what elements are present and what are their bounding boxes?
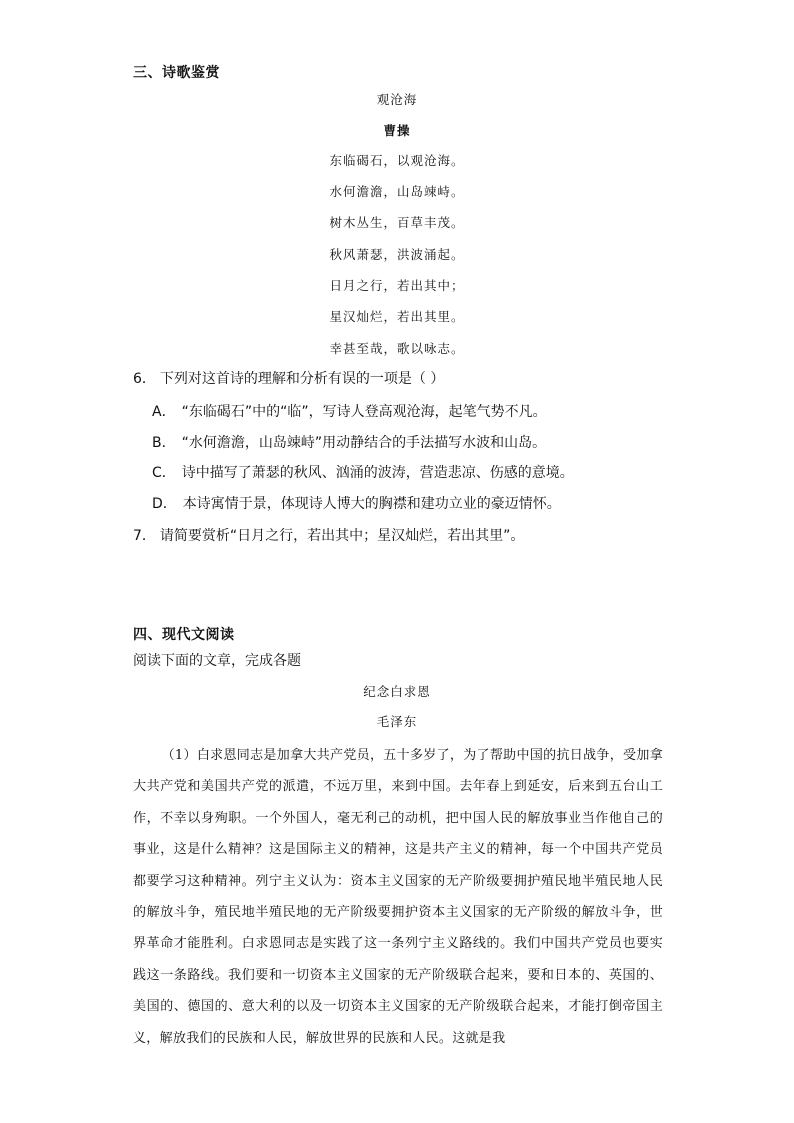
- poem-author: 曹操: [383, 123, 411, 138]
- poem-line: 星汉灿烂，若出其里。: [329, 309, 465, 324]
- option-letter: C．: [152, 465, 176, 481]
- poem-line: 秋风萧瑟，洪波涌起。: [329, 247, 465, 262]
- option-text: 诗中描写了萧瑟的秋风、汹涌的波涛，营造悲凉、伤感的意境。: [181, 465, 574, 481]
- option-letter: D．: [152, 496, 177, 512]
- question-6: [133, 368, 444, 388]
- poem-line: 东临碣石，以观沧海。: [329, 153, 465, 168]
- option-text: “东临碣石”中的“临”，写诗人登高观沧海，起笔气势不凡。: [181, 404, 547, 420]
- section-heading-reading: 四、现代文阅读: [133, 627, 235, 643]
- option-d: [152, 493, 561, 513]
- option-letter: A．: [152, 404, 176, 420]
- article-paragraph: （1）白求恩同志是加拿大共产党员，五十多岁了，为了帮助中国的抗日战争，受加拿大共产党和美国共产党的派遣，不远万里，来到中国。去年春上到延安，后来到五台山工作，不幸以身殉职。一个外国人，毫无利己的动机，把中国人民的解放事业当作他自己的事业，这是什么精神？这是国际主义的精神，这是共产主义的精神，每一个中国共产党员都要学习这种精神。列宁主义认为：资本主义国家的无产阶级要拥护殖民地半殖民地人民的解放斗争，殖民地半殖民地的无产阶级要拥护资本主义国家的无产阶级的解放斗争，世界革命才能胜利。白求恩同志是实践了这一条列宁主义路线的。我们中国共产党员也要实践这一条路线。我们要和一切资本主义国家的无产阶级联合起来，要和日本的、英国的、美国的、德国的、意大利的以及一切资本主义国家的无产阶级联合起来，才能打倒帝国主义，解放我们的民族和人民，解放世界的民族和人民。这就是我: [133, 748, 663, 1046]
- option-letter: B．: [152, 435, 176, 451]
- article-title: 纪念白求恩: [363, 684, 431, 699]
- option-c: [152, 462, 574, 482]
- article-author: 毛泽东: [376, 714, 418, 729]
- option-text: “水何澹澹，山岛竦峙”用动静结合的手法描写水波和山岛。: [181, 435, 547, 451]
- section-heading-poetry: 三、诗歌鉴赏: [133, 65, 220, 81]
- reading-instruction: 阅读下面的文章，完成各题: [133, 653, 301, 669]
- poem-line: 树木丛生，百草丰茂。: [329, 215, 465, 230]
- question-text: 下列对这首诗的理解和分析有误的一项是（ ）: [159, 371, 445, 387]
- poem-line: 幸甚至哉，歌以咏志。: [329, 341, 465, 356]
- option-a: [152, 401, 547, 421]
- question-number: 7．: [133, 528, 156, 544]
- option-text: 本诗寓情于景，体现诗人博大的胸襟和建功立业的豪迈情怀。: [182, 496, 561, 512]
- question-7: [133, 525, 524, 545]
- question-text: 请简要赏析“日月之行，若出其中；星汉灿烂，若出其里”。: [159, 528, 525, 544]
- poem-title: 观沧海: [376, 92, 418, 107]
- option-b: [152, 432, 546, 452]
- poem-line: 日月之行，若出其中；: [329, 278, 465, 293]
- poem-line: 水何澹澹，山岛竦峙。: [329, 184, 465, 199]
- question-number: 6．: [133, 371, 156, 387]
